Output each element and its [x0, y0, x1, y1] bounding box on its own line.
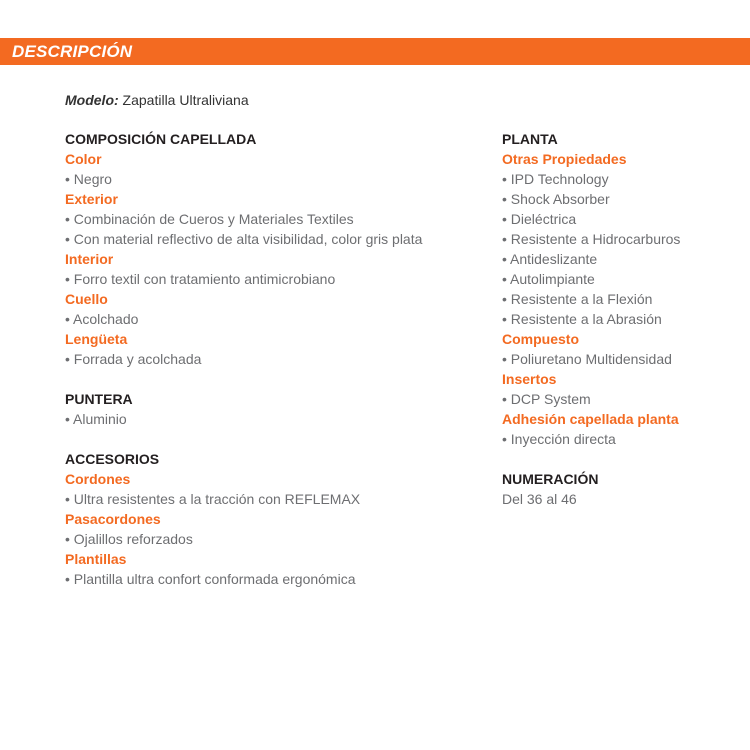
- list-item: • Poliuretano Multidensidad: [502, 351, 672, 367]
- section-composicion: [65, 131, 485, 371]
- list-item: • Resistente a la Abrasión: [502, 311, 662, 327]
- section-accesorios: [65, 451, 485, 591]
- list-item: • Acolchado: [65, 311, 139, 327]
- list-item: • IPD Technology: [502, 171, 609, 187]
- subheading-cuello: Cuello: [65, 291, 108, 307]
- model-label: Modelo:: [65, 92, 119, 108]
- subheading-otras-propiedades: Otras Propiedades: [502, 151, 627, 167]
- list-item: • Dieléctrica: [502, 211, 577, 227]
- list-item: • Negro: [65, 171, 112, 187]
- list-item: • Autolimpiante: [502, 271, 595, 287]
- section-planta: [502, 131, 742, 451]
- section-title-planta: PLANTA: [502, 131, 558, 147]
- subheading-exterior: Exterior: [65, 191, 118, 207]
- list-item: • Combinación de Cueros y Materiales Textiles: [65, 211, 354, 227]
- section-title-numeracion: NUMERACIÓN: [502, 471, 599, 487]
- list-item: • Plantilla ultra confort conformada ergonómica: [65, 571, 356, 587]
- list-item: • Shock Absorber: [502, 191, 610, 207]
- section-title-puntera: PUNTERA: [65, 391, 133, 407]
- list-item: • Resistente a Hidrocarburos: [502, 231, 681, 247]
- description-banner: [0, 38, 750, 65]
- section-title-accesorios: ACCESORIOS: [65, 451, 160, 467]
- list-item: • Forro textil con tratamiento antimicrobiano: [65, 271, 336, 287]
- subheading-interior: Interior: [65, 251, 114, 267]
- list-item: • Antideslizante: [502, 251, 598, 267]
- subheading-pasacordones: Pasacordones: [65, 511, 161, 527]
- subheading-lengueta: Lengüeta: [65, 331, 128, 347]
- list-item: • Ultra resistentes a la tracción con REFLEMAX: [65, 491, 361, 507]
- banner-title: DESCRIPCIÓN: [12, 42, 133, 61]
- list-item: • Ojalillos reforzados: [65, 531, 193, 547]
- list-item: • DCP System: [502, 391, 591, 407]
- section-puntera: [65, 391, 485, 431]
- list-item: • Forrada y acolchada: [65, 351, 202, 367]
- subheading-plantillas: Plantillas: [65, 551, 127, 567]
- size-range: Del 36 al 46: [502, 491, 577, 507]
- subheading-compuesto: Compuesto: [502, 331, 579, 347]
- list-item: • Con material reflectivo de alta visibilidad, color gris plata: [65, 231, 423, 247]
- subheading-insertos: Insertos: [502, 371, 557, 387]
- list-item: • Inyección directa: [502, 431, 616, 447]
- subheading-color: Color: [65, 151, 102, 167]
- section-numeracion: [502, 471, 742, 511]
- list-item: • Resistente a la Flexión: [502, 291, 653, 307]
- subheading-adhesion: Adhesión capellada planta: [502, 411, 679, 427]
- model-value: Zapatilla Ultraliviana: [122, 92, 249, 108]
- left-column: [65, 131, 485, 611]
- section-title-composicion: COMPOSICIÓN CAPELLADA: [65, 131, 257, 147]
- list-item: • Aluminio: [65, 411, 127, 427]
- model-line: [65, 91, 249, 109]
- subheading-cordones: Cordones: [65, 471, 131, 487]
- right-column: [502, 131, 742, 531]
